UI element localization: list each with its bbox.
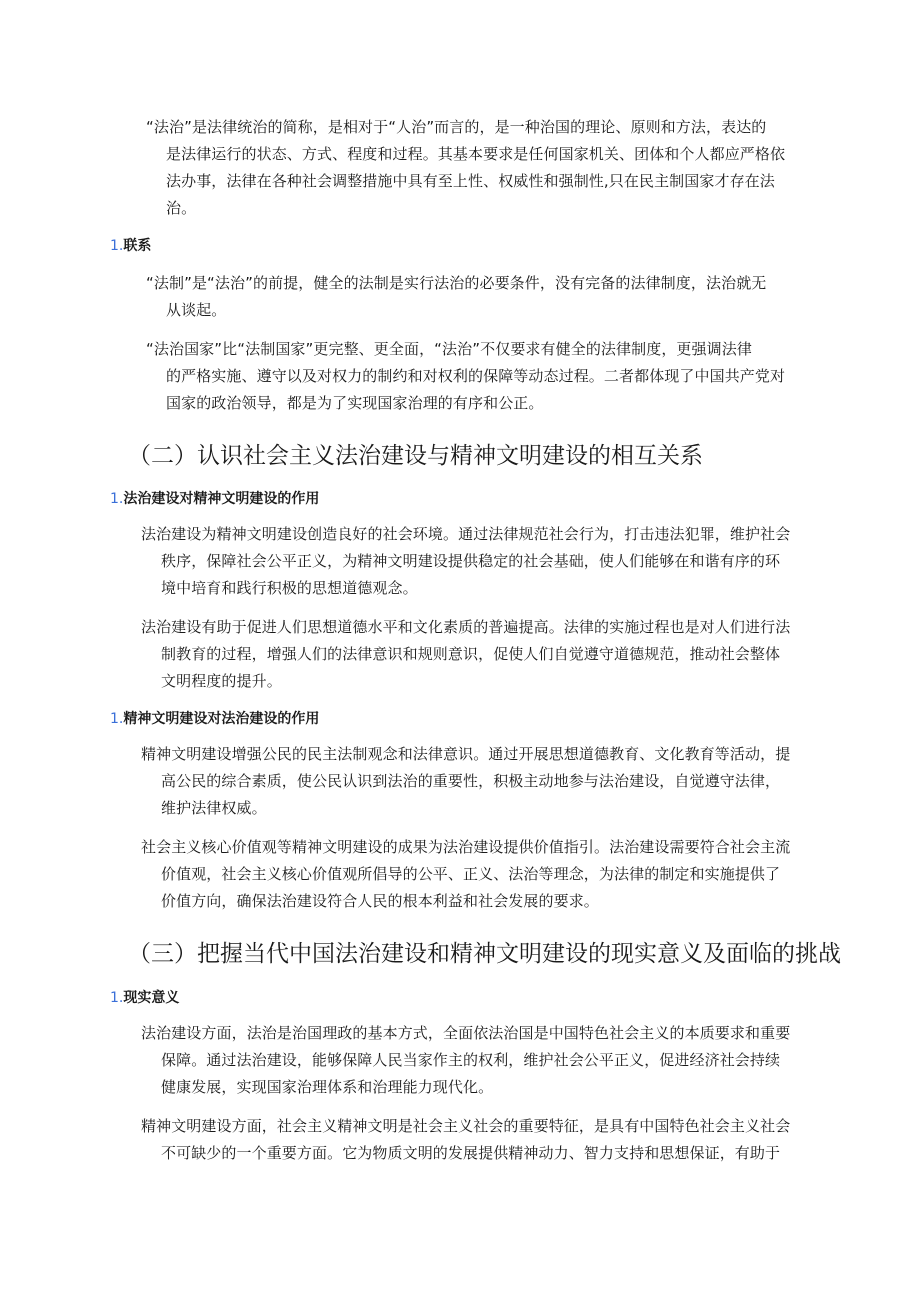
text-line: 健康发展，实现国家治理体系和治理能力现代化。 [161, 1078, 494, 1096]
text-line: 文明程度的提升。 [161, 672, 282, 690]
text-line: 法治建设方面，法治是治国理政的基本方式，全面依法治国是中国特色社会主义的本质要求和重要 [141, 1024, 791, 1042]
text-line: 维护法律权威。 [161, 799, 267, 817]
text-line: 价值方向，确保法治建设符合人民的根本利益和社会发展的要求。 [161, 892, 599, 910]
list-number: 1. [110, 238, 124, 254]
text-line: 高公民的综合素质，使公民认识到法治的重要性，积极主动地参与法治建设，自觉遵守法律， [161, 772, 781, 790]
text-line: 精神文明建设增强公民的民主法制观念和法律意识。通过开展思想道德教育、文化教育等活动，提 [141, 745, 791, 763]
paragraph-fazhi-definition [146, 114, 785, 222]
subheading-text: 联系 [123, 238, 152, 254]
subheading-connection [110, 236, 151, 256]
subheading-text: 现实意义 [123, 990, 180, 1006]
subheading-practical-significance [110, 988, 179, 1008]
paragraph-rule-of-law-aspect [141, 1020, 790, 1101]
paragraph-legal-awareness [141, 741, 790, 822]
text-line: 的严格实施、遵守以及对权力的制约和对权利的保障等动态过程。二者都体现了中国共产党对 [166, 367, 786, 385]
text-line: 法治建设有助于促进人们思想道德水平和文化素质的普遍提高。法律的实施过程也是对人们进行法 [141, 618, 791, 636]
subheading-law-on-civilization [110, 489, 319, 509]
paragraph-core-values [141, 834, 790, 915]
paragraph-fazhi-premise [146, 270, 766, 324]
list-number: 1. [110, 491, 124, 507]
subheading-civilization-on-law [110, 709, 319, 729]
text-line: 制教育的过程，增强人们的法律意识和规则意识，促使人们自觉遵守道德规范，推动社会整体 [161, 645, 781, 663]
list-number: 1. [110, 990, 124, 1006]
text-line: 社会主义核心价值观等精神文明建设的成果为法治建设提供价值指引。法治建设需要符合社会主流 [141, 838, 791, 856]
list-number: 1. [110, 711, 124, 727]
text-line: 国家的政治领导，都是为了实现国家治理的有序和公正。 [166, 394, 544, 412]
text-line: 境中培育和践行积极的思想道德观念。 [161, 579, 418, 597]
text-line: “法治国家”比“法制国家”更完整、更全面，“法治”不仅要求有健全的法律制度，更强调法律 [146, 340, 752, 358]
section-heading-two: （二）认识社会主义法治建设与精神文明建设的相互关系 [128, 443, 703, 469]
paragraph-rule-of-law-state [146, 336, 785, 417]
text-line: 是法律运行的状态、方式、程度和过程。其基本要求是任何国家机关、团体和个人都应严格依 [166, 145, 786, 163]
section-heading-three: （三）把握当代中国法治建设和精神文明建设的现实意义及面临的挑战 [128, 941, 841, 967]
paragraph-moral-improvement [141, 614, 790, 695]
text-line: “法治”是法律统治的简称，是相对于“人治”而言的，是一种治国的理论、原则和方法，表达的 [146, 118, 767, 136]
text-line: 从谈起。 [166, 301, 227, 319]
paragraph-social-environment [141, 521, 790, 602]
text-line: 秩序，保障社会公平正义，为精神文明建设提供稳定的社会基础，使人们能够在和谐有序的环 [161, 552, 781, 570]
text-line: 保障。通过法治建设，能够保障人民当家作主的权利，维护社会公平正义，促进经济社会持续 [161, 1051, 781, 1069]
text-line: “法制”是“法治”的前提，健全的法制是实行法治的必要条件，没有完备的法律制度，法治就无 [146, 274, 767, 292]
subheading-text: 精神文明建设对法治建设的作用 [123, 711, 320, 727]
text-line: 法治建设为精神文明建设创造良好的社会环境。通过法律规范社会行为，打击违法犯罪，维护社会 [141, 525, 791, 543]
paragraph-spiritual-civilization-aspect [141, 1113, 790, 1167]
text-line: 精神文明建设方面，社会主义精神文明是社会主义社会的重要特征，是具有中国特色社会主义社会 [141, 1117, 791, 1135]
text-line: 法办事，法律在各种社会调整措施中具有至上性、权威性和强制性,只在民主制国家才存在法 [166, 172, 775, 190]
text-line: 价值观，社会主义核心价值观所倡导的公平、正义、法治等理念，为法律的制定和实施提供了 [161, 865, 781, 883]
text-line: 治。 [166, 199, 197, 217]
text-line: 不可缺少的一个重要方面。它为物质文明的发展提供精神动力、智力支持和思想保证，有助于 [161, 1144, 781, 1162]
subheading-text: 法治建设对精神文明建设的作用 [123, 491, 320, 507]
